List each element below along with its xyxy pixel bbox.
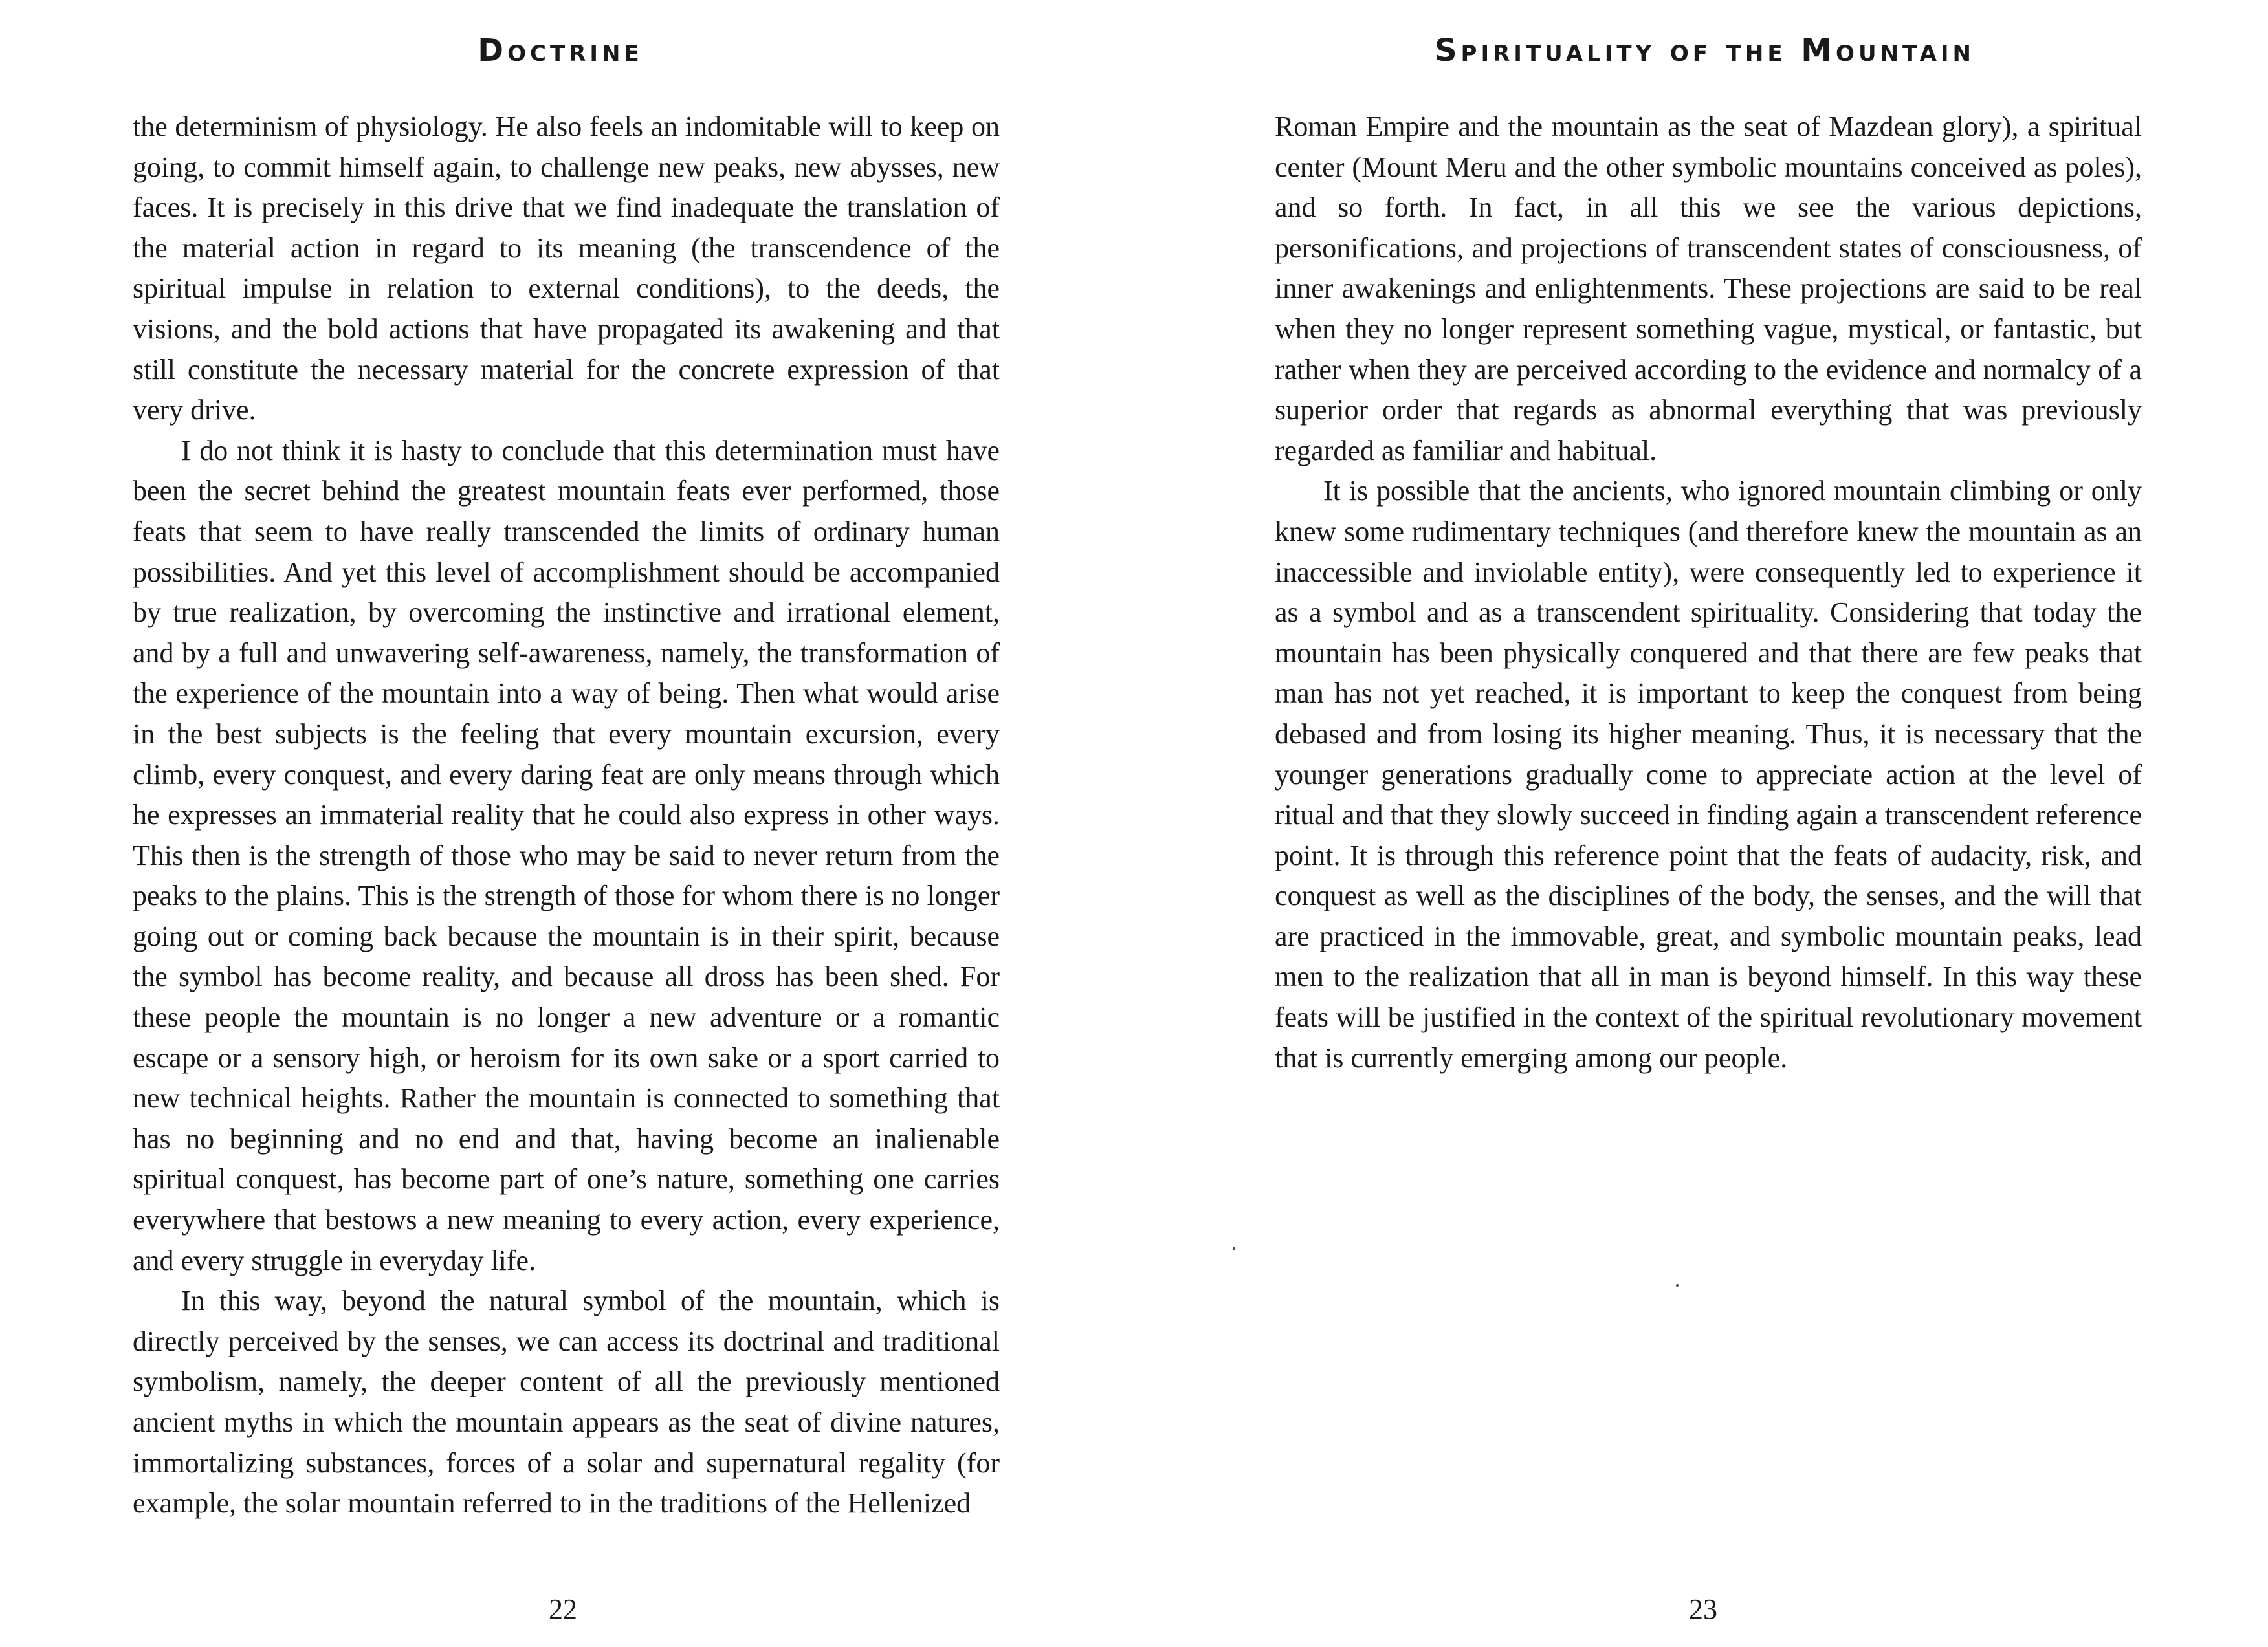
scan-speck <box>1676 1284 1679 1287</box>
paragraph: I do not think it is hasty to conclude that this determination must have been the secret behind the greatest mountain feats ever performed, those feats that seem to have really transcended the limits of ordinary human possibilities. And yet this level of accomplishment should be accompanied by true realization, by overcoming the instinctive and irrational element, and by a full and unwavering self-awareness, namely, the transformation of the experience of the mountain into a way of being. Then what would arise in the best subjects is the feeling that every mountain excursion, every climb, every conquest, and every daring feat are only means through which he expresses an immaterial reality that he could also express in other ways. This then is the strength of those who may be said to never return from the peaks to the plains. This is the strength of those for whom there is no longer going out or coming back because the mountain is in their spirit, because the symbol has become reality, and because all dross has been shed. For these people the mountain is no longer a new adventure or a romantic escape or a sensory high, or heroism for its own sake or a sport carried to new technical heights. Rather the mountain is connected to something that has no beginning and no end and that, having become an inalienable spiritual conquest, has become part of one’s nature, something one carries everywhere that bestows a new meaning to every action, every experience, and every struggle in everyday life. <box>133 434 1000 1276</box>
scan-speck <box>1233 1247 1235 1250</box>
page-number-left: 22 <box>549 1593 577 1625</box>
paragraph: It is possible that the ancients, who ignored mountain climbing or only knew some rudimentary techniques (and therefore knew the mountain as an inaccessible and inviolable entity), were consequently led to experience it as a symbol and as a transcendent spirituality. Considering that today the mountain has been physically conquered and that there are few peaks that man has not yet reached, it is important to keep the conquest from being debased and from losing its higher meaning. Thus, it is necessary that the younger generations gradually come to appreciate action at the level of ritual and that they slowly succeed in finding again a transcendent reference point. It is through this reference point that the feats of audacity, risk, and conquest as well as the disciplines of the body, the senses, and the will that are practiced in the immovable, great, and symbolic mountain peaks, lead men to the realization that all in man is beyond himself. In this way these feats will be justified in the context of the spiritual revolutionary movement that is currently emerging among our people. <box>1275 475 2142 1074</box>
page-number-right: 23 <box>1689 1593 1717 1625</box>
right-body-text <box>1275 107 2142 1078</box>
left-body-text <box>133 107 1000 1524</box>
paragraph: the determinism of physiology. He also feels an indomitable will to keep on going, to commit himself again, to challenge new peaks, new abysses, new faces. It is precisely in this drive that we find inadequate the translation of the material action in regard to its meaning (the transcendence of the spiritual impulse in relation to external conditions), to the deeds, the visions, and the bold actions that have propagated its awakening and that still constitute the necessary material for the concrete expression of that very drive. <box>133 111 1000 426</box>
right-page <box>1134 0 2268 1647</box>
running-head-left: Doctrine <box>478 32 643 69</box>
paragraph: In this way, beyond the natural symbol of the mountain, which is directly perceived by the senses, we can access its doctrinal and traditional symbolism, namely, the deeper content of all the previously mentioned ancient myths in which the mountain appears as the seat of divine natures, immortalizing substances, forces of a solar and supernatural regality (for example, the solar mountain referred to in the traditions of the Hellenized <box>133 1285 1000 1520</box>
running-head-right: Spirituality of the Mountain <box>1434 32 1975 69</box>
paragraph: Roman Empire and the mountain as the seat of Mazdean glory), a spiritual center (Mount Meru and the other symbolic mountains conceived as poles), and so forth. In fact, in all this we see the various depictions, personifications, and projections of transcendent states of consciousness, of inner awakenings and enlightenments. These projections are said to be real when they no longer represent something vague, mystical, or fantastic, but rather when they are perceived according to the evidence and normalcy of a superior order that regards as abnormal everything that was previously regarded as familiar and habitual. <box>1275 111 2142 466</box>
